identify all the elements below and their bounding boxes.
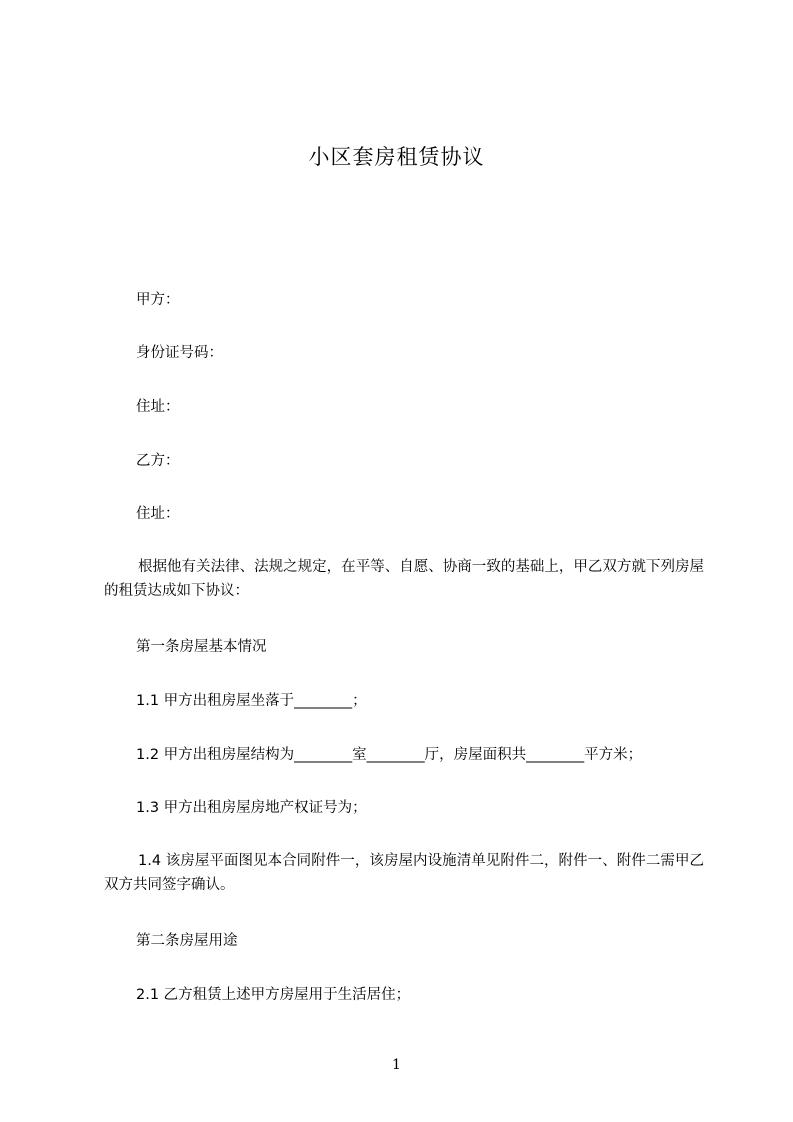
- party-a-label: 甲方：: [136, 292, 180, 308]
- section-1-heading: 第一条房屋基本情况: [136, 639, 267, 655]
- party-a-address-label: 住址：: [136, 399, 180, 415]
- id-number-label: 身份证号码：: [136, 345, 223, 361]
- clause-1-1: 1.1 甲方出租房屋坐落于________；: [136, 693, 367, 709]
- clause-2-1: 2.1 乙方租赁上述甲方房屋用于生活居住；: [136, 987, 411, 1003]
- document-title: 小区套房租赁协议: [308, 145, 485, 169]
- section-2-heading: 第二条房屋用途: [136, 933, 238, 949]
- clause-1-3: 1.3 甲方出租房屋房地产权证号为；: [136, 800, 367, 816]
- clause-1-4: 1.4 该房屋平面图见本合同附件一，该房屋内设施清单见附件二，附件一、附件二需甲乙双方共同签字确认。: [104, 853, 704, 893]
- intro-paragraph: 根据他有关法律、法规之规定，在平等、自愿、协商一致的基础上，甲乙双方就下列房屋的租赁达成如下协议：: [104, 559, 704, 599]
- party-b-address-label: 住址：: [136, 506, 180, 522]
- page-number: 1: [392, 1057, 401, 1073]
- clause-1-2: 1.2 甲方出租房屋结构为________室________厅，房屋面积共________平方米；: [136, 747, 643, 763]
- party-b-label: 乙方：: [136, 453, 180, 469]
